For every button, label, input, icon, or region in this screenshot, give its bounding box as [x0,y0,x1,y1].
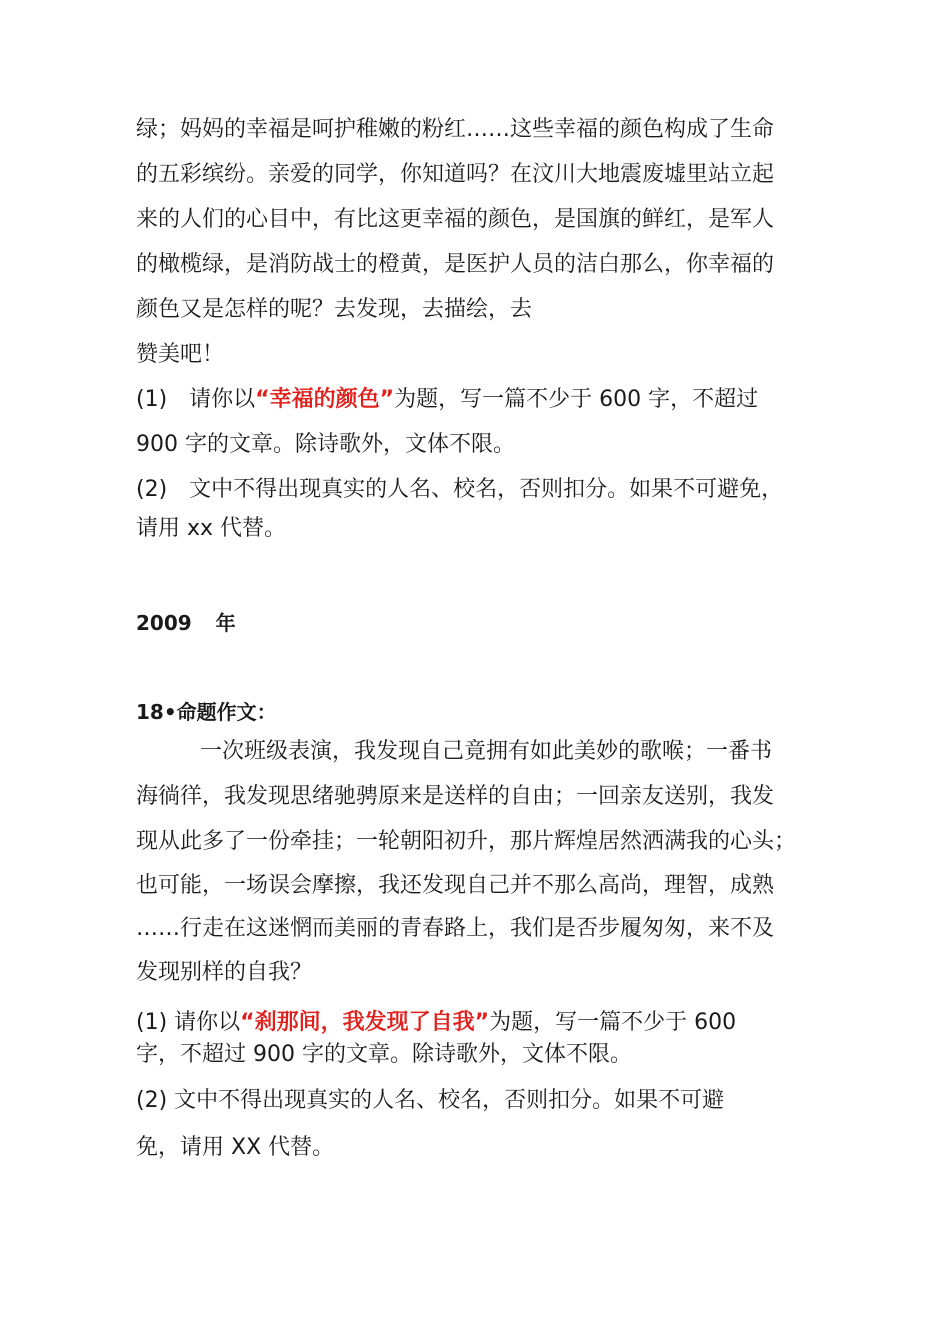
requirement-1-line-1 [136,385,758,415]
q18-requirement-1-line-2: 字，不超过 900 字的文章。除诗歌外，文体不限。 [136,1042,632,1067]
q18-line-2: 海徜徉，我发现思绪驰骋原来是送样的自由；一回亲友送别，我发 [136,784,775,809]
q18-requirement-1-prefix: (1) 请你以 [136,1010,241,1035]
requirement-2-line-1: (2) 文中不得出现真实的人名、校名，否则扣分。如果不可避免， [136,477,784,502]
q18-requirement-1-line-1 [136,1008,736,1038]
essay-title-highlight: “幸福的颜色” [255,387,395,412]
intro-line-5: 颜色又是怎样的呢？去发现，去描绘，去 [136,297,533,322]
requirement-1-prefix: (1) 请你以 [136,387,256,412]
q18-essay-title-highlight: “刹那间，我发现了自我” [240,1010,490,1035]
q18-line-3: 现从此多了一份牵挂；一轮朝阳初升，那片辉煌居然洒满我的心头； [136,829,797,854]
year-unit: 年 [215,611,236,635]
q18-line-6: 发现别样的自我？ [136,960,313,985]
year-heading [136,609,236,637]
intro-line-1: 绿；妈妈的幸福是呵护稚嫩的粉红……这些幸福的颜色构成了生命 [136,117,775,142]
intro-line-6: 赞美吧！ [136,342,225,367]
intro-line-3: 来的人们的心目中，有比这更幸福的颜色，是国旗的鲜红，是军人 [136,207,775,232]
intro-line-2: 的五彩缤纷。亲爱的同学，你知道吗？在汶川大地震废墟里站立起 [136,162,775,187]
requirement-1-line-2: 900 字的文章。除诗歌外，文体不限。 [136,432,515,457]
q18-line-4: 也可能，一场误会摩擦，我还发现自己并不那么高尚，理智，成熟 [136,873,775,898]
year-number: 2009 [136,611,192,635]
requirement-2-line-2: 请用 xx 代替。 [136,516,287,541]
q18-requirement-2-line-1: (2) 文中不得出现真实的人名、校名，否则扣分。如果不可避 [136,1088,725,1113]
intro-line-4: 的橄榄绿，是消防战士的橙黄，是医护人员的洁白那么，你幸福的 [136,252,775,277]
q18-line-5: ……行走在这迷惘而美丽的青春路上，我们是否步履匆匆，来不及 [136,916,775,941]
requirement-1-suffix: 为题，写一篇不少于 600 字，不超过 [394,387,759,412]
question-18-heading: 18•命题作文： [136,700,277,724]
q18-line-1: 一次班级表演，我发现自己竟拥有如此美妙的歌喉；一番书 [200,739,773,764]
q18-requirement-1-suffix: 为题，写一篇不少于 600 [489,1010,737,1035]
q18-requirement-2-line-2: 免，请用 XX 代替。 [136,1135,335,1160]
